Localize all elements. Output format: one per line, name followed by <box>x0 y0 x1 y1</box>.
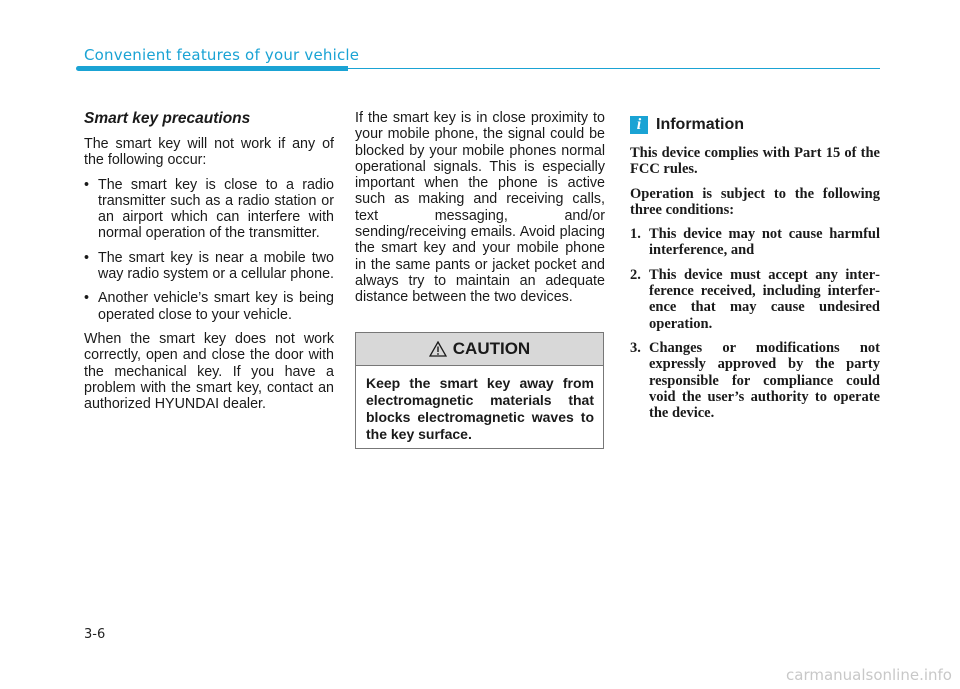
section-heading: Smart key precautions <box>84 110 251 127</box>
list-item <box>630 340 880 421</box>
watermark-text: carmanualsonline.info <box>786 666 952 684</box>
right-column <box>630 116 880 429</box>
warning-triangle-icon <box>429 341 447 357</box>
info-text <box>630 145 880 421</box>
list-item <box>630 226 880 259</box>
list-item: • Another vehicle’s smart key is being operated close to your vehicle. <box>84 290 334 323</box>
list-item: • The smart key is close to a radio transmitter such as a radio station or an airport which can interfere with normal operation of the transmitter. <box>84 177 334 242</box>
info-title: Information <box>656 115 744 133</box>
caution-box <box>355 332 604 449</box>
list-item: • The smart key is near a mobile two way radio system or a cellular phone. <box>84 250 334 283</box>
caution-header <box>356 333 603 366</box>
info-para: This device complies with Part 15 of the FCC rules. <box>630 145 880 178</box>
closing-text: When the smart key does not work correctly, open and close the door with the mechanical key. If you have a problem with the smart key, contact an authorized HYUNDAI dealer. <box>84 330 334 413</box>
list-item <box>630 267 880 332</box>
list-text: Changes or modifications not expressly approved by the party responsible for compliance could void the user’s authority to operate the device. <box>649 339 880 422</box>
list-number: 1. <box>630 226 641 243</box>
list-text: This device must accept any interference received, including interference that may cause undesired operation. <box>649 266 880 332</box>
proximity-text: If the smart key is in close proximity to your mobile phone, the signal could be blocked by your mobile phones normal operational signals. This is especially important when the phone is active such as making and receiving calls, text messaging, and/or sending/receiving emails. Avoid placing the smart key and your mobile phone in the same pants or jacket pocket and always try to maintain an adequate distance between the two devices. <box>355 110 605 306</box>
info-icon: i <box>630 116 648 134</box>
list-number: 3. <box>630 339 641 356</box>
header-rule <box>348 68 880 69</box>
list-number: 2. <box>630 266 641 283</box>
page-number: 3-6 <box>84 627 106 642</box>
middle-column <box>355 110 605 314</box>
caution-title: CAUTION <box>452 339 531 358</box>
header-title: Convenient features of your vehicle <box>84 46 360 64</box>
caution-text: Keep the smart key away from electromagnetic materials that blocks electromagnetic waves to the key surface. <box>366 375 594 442</box>
intro-text: The smart key will not work if any of the following occur: <box>84 136 334 169</box>
condition-list <box>630 226 880 421</box>
info-heading <box>630 116 880 134</box>
precaution-list <box>84 177 334 323</box>
left-column <box>84 110 334 420</box>
info-para: Operation is subject to the following three conditions: <box>630 185 880 218</box>
list-text: This device may not cause harmful interference, and <box>649 226 880 259</box>
header-bar <box>76 66 348 71</box>
